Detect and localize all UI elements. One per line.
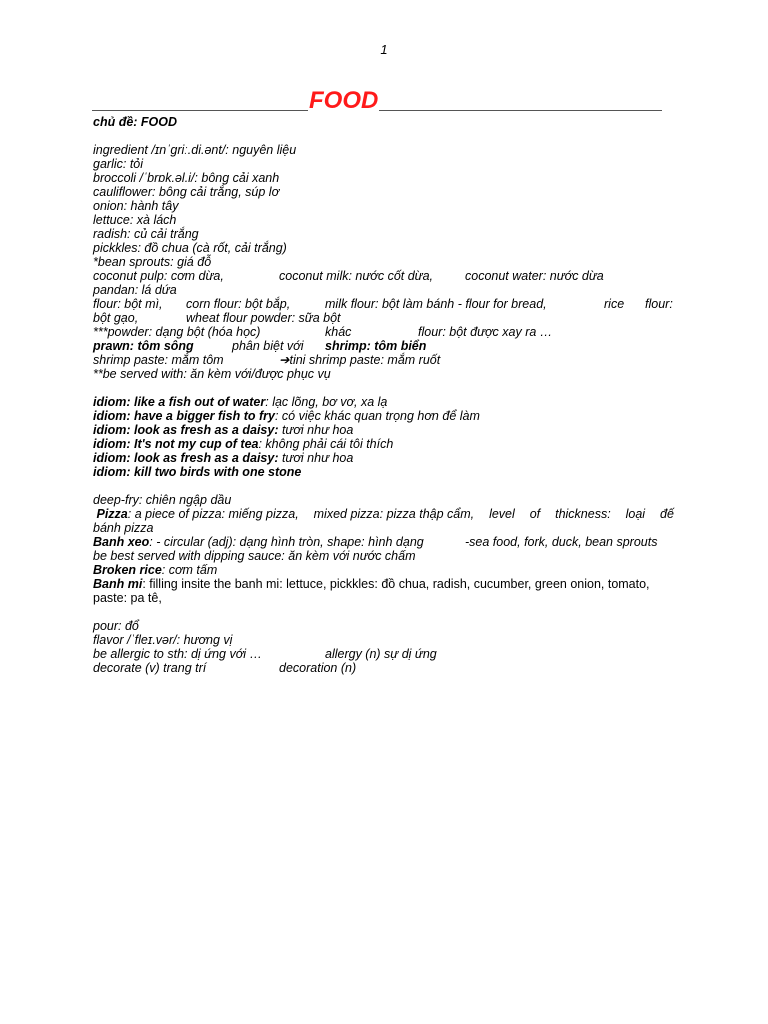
broken-rice-line bbox=[93, 563, 674, 577]
idiom-meaning: : không phải cái tôi thích bbox=[258, 437, 394, 451]
allergy-term: allergy (n) sự dị ứng bbox=[325, 647, 437, 661]
broken-rice-term: Broken rice bbox=[93, 563, 162, 577]
idiom-term: idiom: have a bigger fish to fry bbox=[93, 409, 275, 423]
vocab-line: onion: hành tây bbox=[93, 199, 179, 213]
pizza-word: level bbox=[489, 507, 515, 521]
decorate-term: decorate (v) trang trí bbox=[93, 661, 207, 675]
banh-xeo-term: Banh xeo bbox=[93, 535, 150, 549]
broken-rice-text: : cơm tấm bbox=[161, 563, 218, 577]
banh-xeo-extra: -sea food, fork, duck, bean sprouts bbox=[465, 535, 658, 549]
prawn-line bbox=[93, 339, 674, 353]
idiom-meaning: : có việc khác quan trọng hơn để làm bbox=[274, 409, 480, 423]
coconut-milk: coconut milk: nước cốt dừa, bbox=[279, 269, 434, 283]
document-body bbox=[93, 115, 674, 675]
flour-line bbox=[93, 297, 674, 311]
flavor-line: flavor /ˈfleɪ.vər/: hương vị bbox=[93, 633, 233, 647]
prawn-distinguish: phân biệt với bbox=[232, 339, 304, 353]
pizza-word: thickness: bbox=[555, 507, 611, 521]
pandan-line: pandan: lá dứa bbox=[93, 283, 177, 297]
allergic-term: be allergic to sth: dị ứng với … bbox=[93, 647, 263, 661]
page-title: FOOD bbox=[309, 87, 379, 114]
coconut-line bbox=[93, 269, 674, 283]
served-with-line: **be served with: ăn kèm với/được phục vụ bbox=[93, 367, 331, 381]
idiom-meaning: tươi như hoa bbox=[278, 451, 354, 465]
idiom-line bbox=[93, 451, 674, 465]
idiom-line bbox=[93, 409, 674, 423]
decorate-line bbox=[93, 661, 674, 675]
pizza-word: loại bbox=[625, 507, 646, 521]
banh-mi-line-2: paste: pa tê, bbox=[93, 591, 162, 605]
vocab-line: cauliflower: bông cải trắng, súp lơ bbox=[93, 185, 280, 199]
shrimp-term: shrimp: tôm biển bbox=[325, 339, 427, 353]
idiom-line bbox=[93, 395, 674, 409]
pizza-term: Pizza bbox=[96, 507, 128, 521]
shrimp-paste-line bbox=[93, 353, 674, 367]
flour-line-2 bbox=[93, 311, 674, 325]
page-number: 1 bbox=[380, 42, 388, 57]
coconut-pulp: coconut pulp: cơm dừa, bbox=[93, 269, 224, 283]
allergic-line bbox=[93, 647, 674, 661]
prawn-term: prawn: tôm sông bbox=[93, 339, 194, 353]
banh-xeo-line bbox=[93, 535, 674, 549]
tini-shrimp-paste: ➔tini shrimp paste: mắm ruốt bbox=[279, 353, 441, 367]
dipping-line: be best served with dipping sauce: ăn kèm với nước chấm bbox=[93, 549, 416, 563]
vocab-line: ingredient /ɪnˈgriː.di.ənt/: nguyên liệu bbox=[93, 143, 297, 157]
vocab-line: garlic: tỏi bbox=[93, 157, 144, 171]
idiom-term: idiom: It's not my cup of tea bbox=[93, 437, 259, 451]
pizza-mixed: mixed pizza: pizza thập cẩm, bbox=[313, 507, 475, 521]
coconut-water: coconut water: nước dừa bbox=[465, 269, 604, 283]
vocab-line: radish: củ cải trắng bbox=[93, 227, 199, 241]
vocab-line: broccoli /ˈbrɒk.əl.i/: bông cải xanh bbox=[93, 171, 280, 185]
wheat-flour: wheat flour powder: sữa bột bbox=[186, 311, 341, 325]
idiom-term: idiom: look as fresh as a daisy: bbox=[93, 423, 279, 437]
idiom-line bbox=[93, 423, 674, 437]
banh-xeo-text: : - circular (adj): dạng hình tròn, shape: hình dạng bbox=[149, 535, 424, 549]
pizza-line bbox=[93, 507, 674, 521]
vocab-line: pickkles: đồ chua (cà rốt, cải trắng) bbox=[93, 241, 287, 255]
idiom-line bbox=[93, 437, 674, 451]
powder-term: ***powder: dạng bột (hóa học) bbox=[93, 325, 261, 339]
rice-flour: bột gạo, bbox=[93, 311, 139, 325]
powder-other: khác bbox=[325, 325, 352, 339]
idiom-line bbox=[93, 465, 674, 479]
pizza-line-2: bánh pizza bbox=[93, 521, 154, 535]
corn-flour: corn flour: bột bắp, bbox=[186, 297, 291, 311]
pizza-word: đế bbox=[660, 507, 674, 521]
shrimp-paste: shrimp paste: mắm tôm bbox=[93, 353, 224, 367]
decoration-term: decoration (n) bbox=[279, 661, 357, 675]
milk-flour: milk flour: bột làm bánh - flour for bread, bbox=[325, 297, 547, 311]
banh-mi-line bbox=[93, 577, 674, 591]
flour-word: flour: bbox=[645, 297, 673, 311]
vocab-line: *bean sprouts: giá đỗ bbox=[93, 255, 212, 269]
vocab-line: lettuce: xà lách bbox=[93, 213, 177, 227]
pizza-word: of bbox=[529, 507, 541, 521]
flour-term: flour: bột mì, bbox=[93, 297, 163, 311]
title-row bbox=[92, 88, 662, 114]
banh-mi-text: : filling insite the banh mi: lettuce, pickkles: đồ chua, radish, cucumber, green onion, tomato, bbox=[142, 577, 650, 591]
idiom-term: idiom: like a fish out of water bbox=[93, 395, 266, 409]
idiom-term: idiom: look as fresh as a daisy: bbox=[93, 451, 279, 465]
pour-line: pour: đổ bbox=[93, 619, 139, 633]
deep-fry-line: deep-fry: chiên ngập dầu bbox=[93, 493, 232, 507]
idiom-meaning: : lạc lõng, bơ vơ, xa lạ bbox=[265, 395, 388, 409]
idiom-term: idiom: kill two birds with one stone bbox=[93, 465, 302, 479]
pizza-piece: : a piece of pizza: miếng pizza, bbox=[127, 507, 299, 521]
idiom-meaning: tươi như hoa bbox=[278, 423, 354, 437]
powder-line bbox=[93, 325, 674, 339]
powder-flour: flour: bột được xay ra … bbox=[418, 325, 553, 339]
rice-word: rice bbox=[604, 297, 625, 311]
banh-mi-term: Banh mi bbox=[93, 577, 143, 591]
pizza-lead bbox=[93, 507, 299, 521]
topic-line: chủ đề: FOOD bbox=[93, 115, 178, 129]
